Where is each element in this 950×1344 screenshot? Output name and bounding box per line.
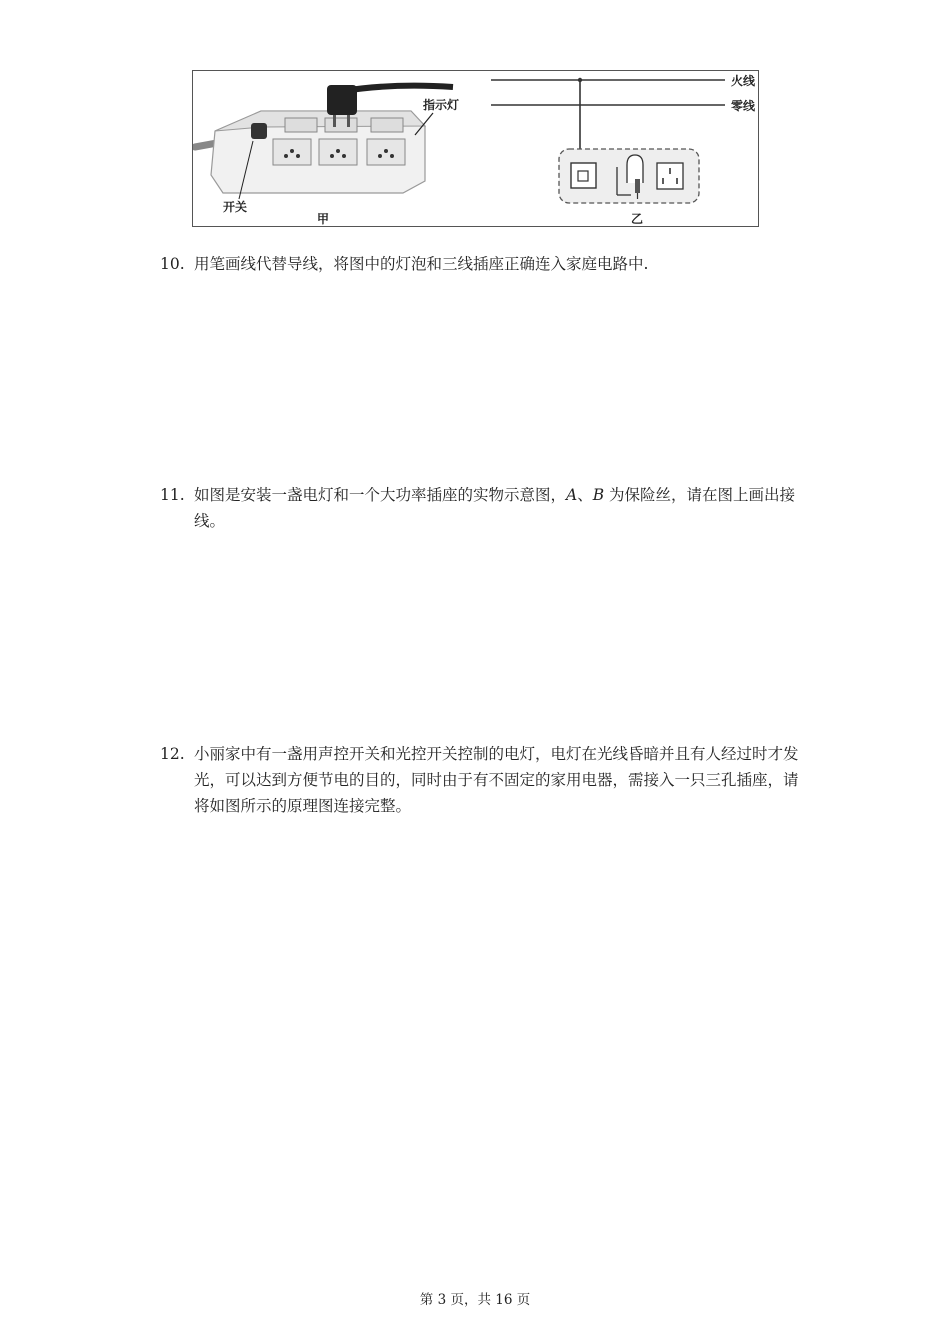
question-11 (160, 482, 800, 534)
separator: 、 (577, 486, 593, 504)
question-text: 用笔画线代替导线，将图中的灯泡和三线插座正确连入家庭电路中. (194, 255, 649, 273)
figure-svg (193, 71, 760, 228)
switch-button (251, 123, 267, 139)
wiring-schematic (491, 73, 756, 226)
switch-label: 开关 (223, 200, 248, 214)
plug-icon (327, 85, 357, 115)
question-number: 11. (160, 486, 185, 504)
fuse-b-label: B (592, 486, 605, 504)
power-strip-illustration (195, 85, 459, 226)
question-12 (160, 741, 800, 819)
question-number: 10. (160, 255, 185, 273)
question-text-part: 如图是安装一盏电灯和一个大功率插座的实物示意图， (194, 486, 567, 504)
live-wire-label: 火线 (731, 74, 756, 88)
wall-switch-icon (571, 163, 596, 188)
circuit-figure (192, 70, 759, 227)
question-number: 12. (160, 745, 185, 763)
three-hole-socket-icon (657, 163, 683, 189)
caption-jia: 甲 (317, 212, 330, 226)
question-text (194, 482, 800, 534)
question-text: 小丽家中有一盏用声控开关和光控开关控制的电灯，电灯在光线昏暗并且有人经过时才发光，可以达到方便节电的目的，同时由于有不固定的家用电器，需接入一只三孔插座，请将如图所示的原理图连接完整。 (194, 745, 799, 815)
neutral-wire-label: 零线 (731, 99, 756, 113)
question-text-part: 为保险丝，请在图上画出接线。 (194, 486, 796, 530)
page-footer: 第 3 页，共 16 页 (419, 1292, 531, 1308)
fuse-a-label: A (566, 486, 578, 504)
indicator-label: 指示灯 (423, 98, 460, 112)
question-10 (160, 251, 800, 277)
caption-yi: 乙 (631, 212, 644, 226)
